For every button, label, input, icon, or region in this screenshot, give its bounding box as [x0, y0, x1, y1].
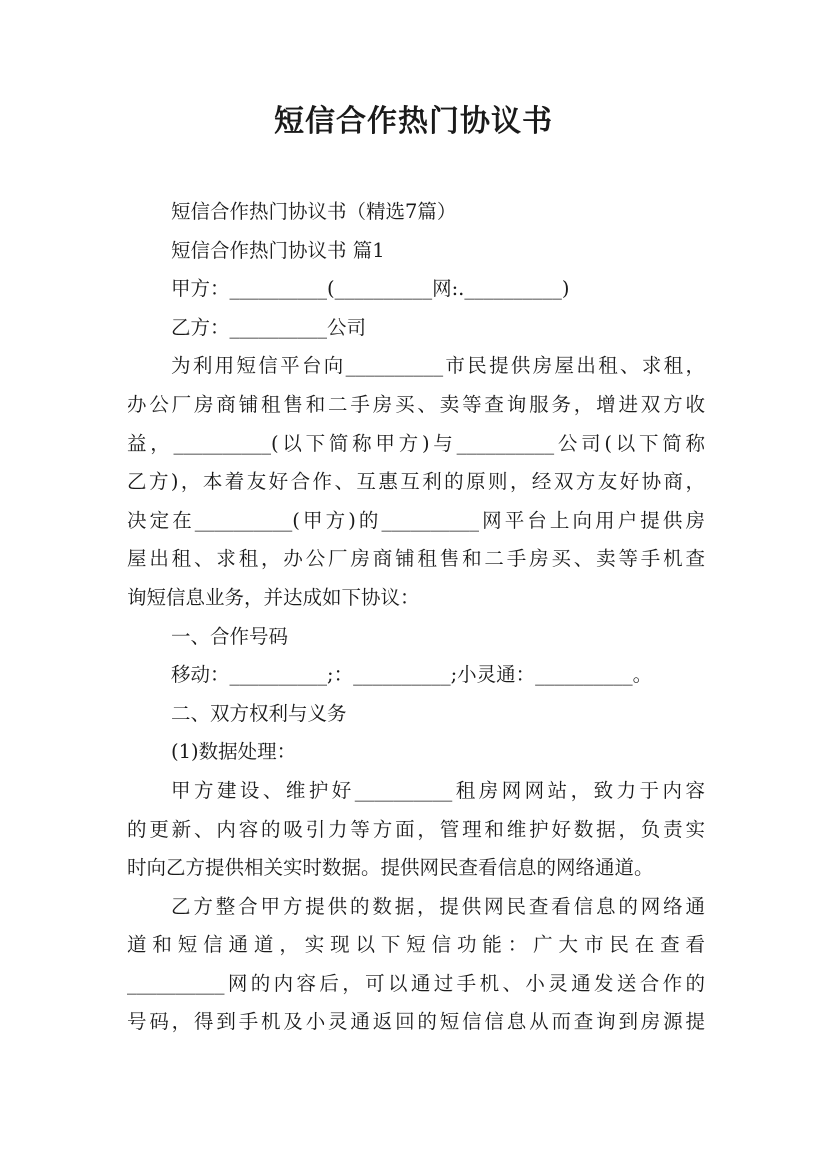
paragraph-line: 询短信息业务，并达成如下协议：: [127, 585, 420, 609]
party-b-line: 乙方：__________公司: [171, 315, 367, 339]
section-heading: 一、合作号码: [171, 624, 289, 648]
paragraph-line: 号码，得到手机及小灵通返回的短信信息从而查询到房源提: [127, 1010, 705, 1034]
paragraph-line: 乙方整合甲方提供的数据，提供网民查看信息的网络通: [171, 894, 705, 918]
paragraph-line: __________网的内容后，可以通过手机、小灵通发送合作的: [127, 971, 705, 995]
document-title: 短信合作热门协议书: [274, 104, 553, 139]
paragraph-line: 道和短信通道，实现以下短信功能：广大市民在查看: [127, 933, 705, 957]
paragraph-line: 甲方建设、维护好__________租房网网站，致力于内容: [171, 778, 705, 802]
paragraph-line: 决定在__________(甲方)的__________网平台上向用户提供房: [127, 508, 705, 532]
subtitle-line: 短信合作热门协议书（精选7篇）: [171, 200, 457, 223]
paragraph-line: 为利用短信平台向__________市民提供房屋出租、求租，: [171, 354, 705, 378]
paragraph-line: 的更新、内容的吸引力等方面，管理和维护好数据，负责实: [127, 817, 705, 841]
section-heading: 二、双方权利与义务: [171, 701, 347, 725]
party-a-line: 甲方：__________(__________网:.__________): [171, 277, 570, 301]
paragraph-line: 办公厂房商铺租售和二手房买、卖等查询服务，增进双方收: [127, 392, 705, 416]
paragraph-line: 时向乙方提供相关实时数据。提供网民查看信息的网络通道。: [127, 856, 654, 880]
document-body: [127, 193, 705, 1042]
paragraph-line: 乙方)，本着友好合作、互惠互利的原则，经双方友好协商，: [127, 470, 705, 494]
paragraph-line: 屋出租、求租，办公厂房商铺租售和二手房买、卖等手机查: [127, 547, 705, 571]
numbers-line: 移动：__________;：__________;小灵通：__________。: [171, 663, 653, 687]
paragraph-line: 益，__________(以下简称甲方)与__________公司(以下简称: [127, 431, 705, 455]
subsection-heading: (1)数据处理：: [171, 740, 297, 764]
section-heading: 短信合作热门协议书 篇1: [171, 238, 385, 262]
